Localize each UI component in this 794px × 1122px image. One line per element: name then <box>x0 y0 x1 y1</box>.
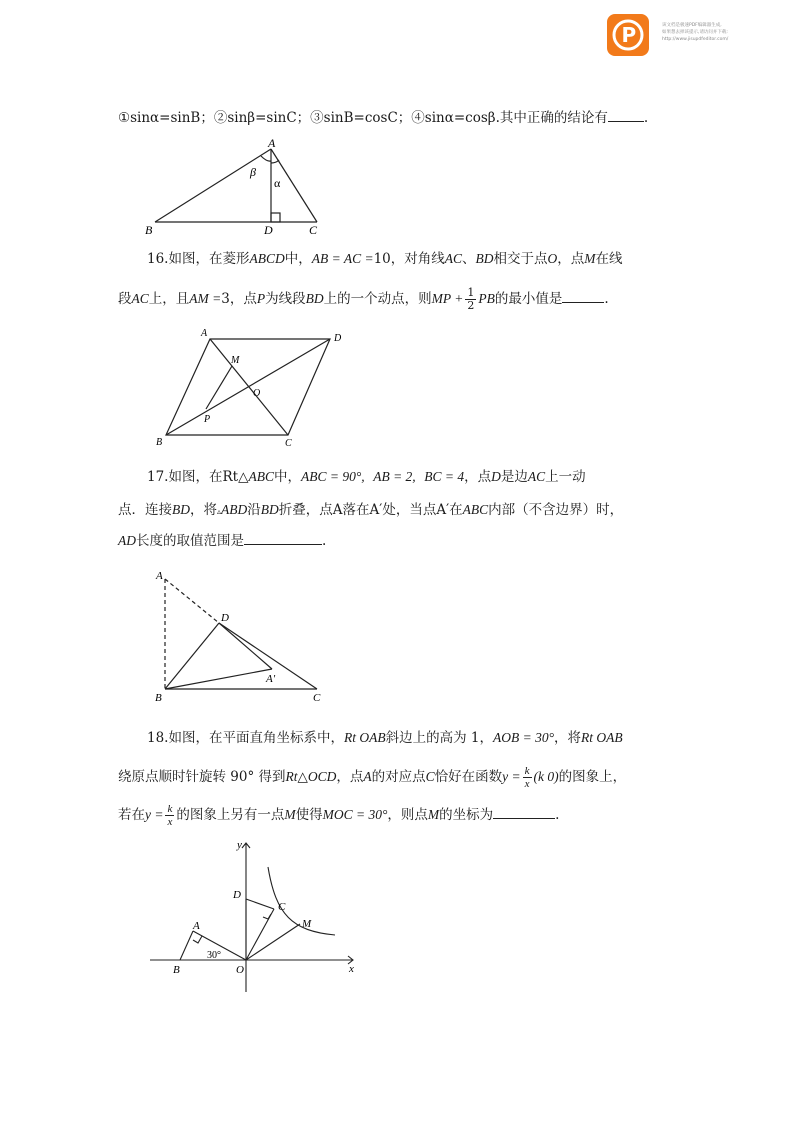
logo-p-icon <box>607 14 649 56</box>
editor-note-line: http://www.jisupdfeditor.com/ <box>662 37 729 42</box>
label-c: C <box>309 223 318 237</box>
segment-mp <box>206 366 232 409</box>
label-o: O <box>253 388 261 399</box>
label-c: C <box>278 901 286 913</box>
editor-note-line: 如果想去掉该提示,请访问并下载: <box>662 30 728 35</box>
label-beta: β <box>250 165 256 179</box>
label-d: D <box>334 333 342 344</box>
q18-line-1: 18.如图，在平面直角坐标系中，Rt OAB斜边上的高为 1，AOB = 30°，将Rt OAB <box>147 730 623 746</box>
q16-line-2: 段AC上，且AM =3，点P为线段BD上的一个动点，则MP + $\frac{1}{2}$ PB的最小值是 . <box>118 286 609 312</box>
right-angle-mark-c <box>263 914 271 919</box>
q18-line-3: 若在y = $\frac{k}{x}$ 的图象上另有一点M使得MOC = 30°，则点M的坐标为 . <box>118 803 560 828</box>
fraction-one-half: $\frac{1}{2}$ <box>467 286 475 312</box>
label-b: B <box>155 692 162 704</box>
label-a: A <box>268 136 276 150</box>
answer-blank[interactable] <box>244 530 322 545</box>
segment-om <box>246 924 300 960</box>
diagonal-bd <box>166 339 330 435</box>
right-angle-mark <box>271 213 280 222</box>
label-m: M <box>302 918 312 930</box>
answer-blank[interactable] <box>608 107 644 122</box>
fraction-k-over-x: $\frac{k}{x}$ <box>167 803 173 828</box>
q17-line-1: 17.如图，在Rt△ABC中，ABC = 90°, AB = 2, BC = 4，点D是边AC上一动 <box>147 469 586 485</box>
label-d: D <box>221 612 229 624</box>
segment-ab <box>180 931 193 960</box>
q18-line-2: 绕原点顺时针旋转 90° 得到Rt△OCD，点A的对应点C恰好在函数y = $\frac{k}{x}$ (k 0)的图象上， <box>118 765 627 790</box>
q17-fold-figure <box>145 565 345 710</box>
q16-rhombus-figure <box>150 325 355 450</box>
right-angle-mark-a <box>193 936 202 943</box>
answer-blank[interactable] <box>562 288 604 303</box>
label-c: C <box>285 438 292 449</box>
label-angle-30: 30° <box>207 950 221 961</box>
period: . <box>643 110 649 126</box>
segment-ba1 <box>165 669 272 689</box>
q17-line-2: 点．连接BD，将▵ABD沿BD折叠，点A落在A′处，当点A′在ABC内部（不含边界）时， <box>118 502 624 518</box>
svg-text:P: P <box>621 23 637 47</box>
q16-line-1: 16.如图，在菱形ABCD中，AB = AC =10，对角线AC、BD相交于点O，点M在线 <box>147 251 623 267</box>
label-alpha: α <box>274 176 281 190</box>
alpha-arc <box>271 160 279 163</box>
dashed-ad <box>165 579 219 623</box>
label-a: A <box>201 328 208 339</box>
beta-arc <box>261 156 271 161</box>
label-m: M <box>231 355 240 366</box>
label-p: P <box>204 414 211 425</box>
segment-da1 <box>219 623 272 669</box>
label-o: O <box>236 964 244 976</box>
label-a: A <box>156 570 163 582</box>
label-c: C <box>313 692 321 704</box>
label-b: B <box>145 223 153 237</box>
label-y: y <box>237 839 242 851</box>
pdf-editor-logo <box>607 14 649 56</box>
answer-blank[interactable] <box>493 804 555 819</box>
q16-number: 16. <box>147 251 169 267</box>
q18-coordinate-figure <box>145 835 370 995</box>
q17-line-3: AD长度的取值范围是 . <box>118 530 326 551</box>
label-a: A <box>193 920 200 932</box>
fraction-k-over-x: $\frac{k}{x}$ <box>524 765 530 790</box>
segment-dc <box>246 899 274 909</box>
editor-note <box>662 22 728 43</box>
label-x: x <box>349 963 354 975</box>
editor-note-line: 该文档是极速PDF编辑器生成, <box>662 23 722 28</box>
label-b: B <box>173 964 180 976</box>
label-d: D <box>233 889 241 901</box>
label-a-prime: A′ <box>266 673 276 685</box>
segment-bd <box>165 623 219 689</box>
q15-text: ①sinα=sinB；②sinβ=sinC；③sinB=cosC；④sinα=cosβ.其中正确的结论有 <box>118 110 608 126</box>
edge-ab <box>155 149 271 222</box>
q15-statement <box>118 107 648 128</box>
label-d: D <box>264 223 273 237</box>
label-b: B <box>156 437 163 448</box>
q15-triangle-figure <box>140 135 340 240</box>
